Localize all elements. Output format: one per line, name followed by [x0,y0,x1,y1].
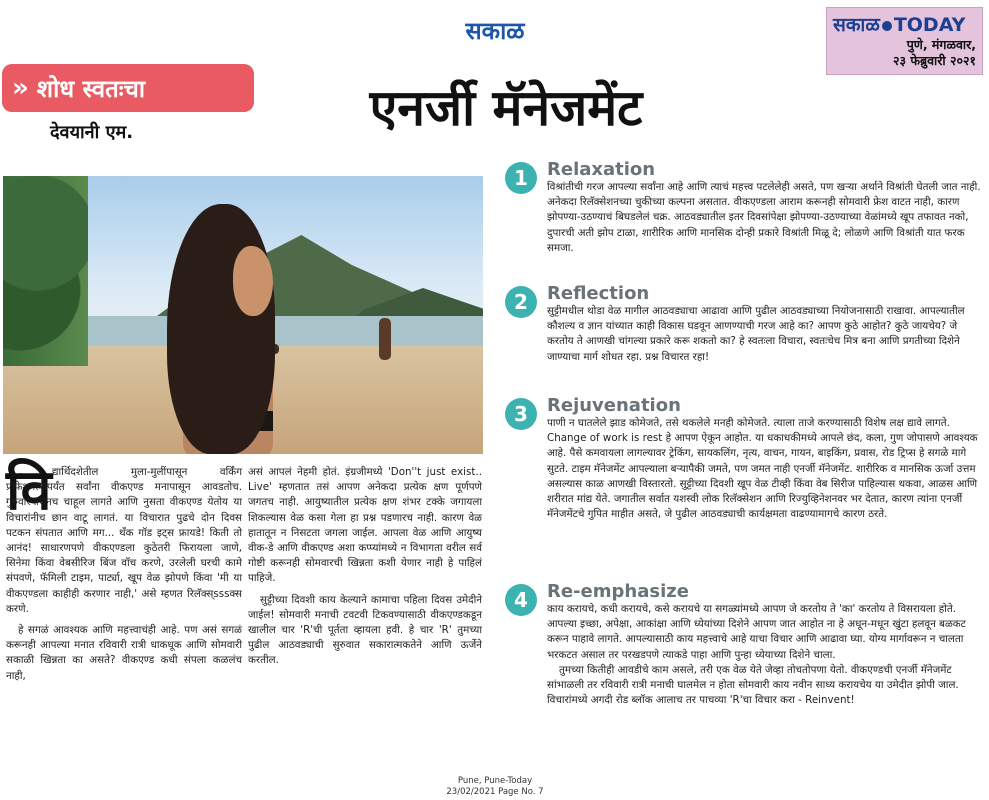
step-title: Rejuvenation [547,395,681,416]
headline: एनर्जी मॅनेजमेंट [369,79,643,137]
step-paragraph: तुमच्या कितीही आवडीचे काम असले, तरी एक वेळ येते जेव्हा तोचतोपणा येतो. वीकएण्डची एनर्जी मॅनेजमेंट सांभाळली तर रविवारी रात्री मनाची घालमेल न होता सोमवारी काय नवीन साध्य करायचेय या उमेदीत झोपी जाल. विचारांमध्ये अगदी रोड ब्लॉक आलाच तर पाचव्या 'R'चा विचार करा - Reinvent! [547,663,959,707]
step-paragraph: काय करायचे, कधी करायचे, कसे करायचे या सगळ्यांमध्ये आपण जे करतोय ते 'का' करतोय ते विसरायला होते. आपल्या इच्छा, अपेक्षा, आकांक्षा आणि ध्येयांच्या दिशेने आपण जात आहोत ना हे अधून-मधून खुंटा हलवून बळकट करून पाहावे लागते. आपल्यासाठी काय महत्त्वाचे आहे याचा विचार आणि आढावा घ्या. योग्य मार्गावरून न चालता भरकटत असाल तर परखडपणे त्याकडे पाहा आणि पुन्हा ध्येयाच्या दिशेने चाला. [547,603,966,661]
footer-edition: Pune, Pune-Today [457,776,533,786]
step-paragraph: सुट्टीमधील थोडा वेळ मागील आठवड्याचा आढावा आणि पुढील आठवड्याच्या नियोजनासाठी राखावा. आपल्यातील कौशल्य व ज्ञान यांच्यात काही विकास घडवून आणण्याची गरज आहे का? आपण कुठे आहोत? कुठे जायचेय? जे करतोय ते आणखी चांगल्या प्रकारे करू शकतो का? हे स्वतःला विचारा, स्वतःचेच मित्र बना आणि प्रगतीच्या दिशेने जाण्याचा मार्ग शोधत रहा. प्रश्न विचारत रहा! [547,305,965,363]
edition-brand-name: सकाळ [833,14,880,36]
step-text [547,180,985,256]
article-photo [3,176,483,454]
section-label: शोध स्वतःचा [36,74,146,103]
article-paragraph: असं आपलं नेहमी होतं. इंग्रजीमध्ये 'Don''t just exist.. Live' म्हणतात तसं आपण अनेकदा प्रत्येक क्षण पूर्णपणे जगतच नाही. आयुष्यातील प्रत्येक क्षण शंभर टक्के जगायला शिकल्यास वेळ कसा गेला हा प्रश्न पडणारच नाही. कारण वेळ हातातून न निसटता जगला जाईल. आपला वेळ आणि आयुष्य वीक-डे आणि वीकएण्ड अशा कप्प्यांमध्ये न विभागता वरील सर्व गोष्टी करूनही सोमवारची खिन्नता कशी येणार नाही हे पाहिलं पाहिजे. [248,466,482,585]
step-number-badge: 4 [505,584,537,616]
edition-brand [833,11,976,37]
footer-date-page: 23/02/2021 Page No. 7 [446,787,544,797]
step-number-badge: 3 [505,398,537,430]
photo-person [379,318,391,360]
step-paragraph: पाणी न घातलेले झाड कोमेजते, तसे थकलेले मनही कोमेजते. त्याला ताजे करण्यासाठी विशेष लक्ष द्यावे लागते. Change of work is rest हे आपण ऐकून आहोत. या धकाधकीमध्ये आपले छंद, कला, गुण जोपासणे आवश्यक आहे. पैसे कमवायला लागल्यावर ट्रेकिंग, सायकलिंग, नृत्य, वाचन, गायन, बाइकिंग, प्रवास, रोड ट्रिप्स हे सगळे मागे सुटते. टाइम मॅनेजमेंट आपल्याला बऱ्यापैकी जमते, पण जमत नाही एनर्जी मॅनेजमेंट. शारीरिक व मानसिक ऊर्जा उत्तम असल्यास काळ आणखी विस्तारतो. सुट्टीच्या दिवशी खूप वेळ टीव्ही किंवा वेब सिरीज पाहिल्यास थकवा, आळस आणि शरीरात मांद्य येते. जगातील सर्वात यशस्वी लोक रिलॅक्सेशन आणि रिज्युव्हिनेशनवर भर देतात, कारण त्यांना एनर्जी मॅनेजमेंटचे गुपित माहीत असते, जे पुढील आठवड्याची कार्यक्षमता वाढण्यामागचे कारण ठरते. [547,417,978,521]
edition-box [826,7,983,75]
photo-trees [3,176,88,366]
article-paragraph: हे सगळं आवश्यक आणि महत्त्वाचंही आहे. पण असं सगळं करूनही आपल्या मनात रविवारी रात्री धाकधूक आणि सोमवारी सकाळी खिन्नता का असते? वीकएण्ड कधी संपला कळलंच नाही, [6,624,242,682]
step-text [547,416,985,522]
section-tag [2,64,254,112]
step-text [547,602,985,708]
edition-date-line2: २३ फेब्रुवारी २०२१ [892,53,976,68]
step-title: Relaxation [547,159,656,180]
photo-woman-face [233,246,273,316]
edition-date-line1: पुणे, मंगळवार, [906,37,976,52]
article-column-1 [6,458,242,684]
step-title: Re-emphasize [547,581,689,602]
photo-woman-hair [167,204,275,454]
edition-brand-suffix: TODAY [893,14,966,36]
article-paragraph: द्यार्थिदशेतील मुला-मुलींपासून वर्किंग प्रोफेशनल्सपर्यंत सर्वांना वीकएण्ड मनापासून आवडतोच. गुरुवारपासूनच चाहूल लागते आणि नुसता वीकएण्ड येतोय या विचारांनीच छान वाटू लागतं. या विचारात पुढचे दोन दिवस पटकन संपतात आणि मग... थँक गॉड इट्स फ्रायडे! किती तो आनंद! साधारणपणे वीकएण्डला कुठेतरी फिरायला जाणे, सिनेमा किंवा वेबसीरिज बिंज वॉच करणे, उरलेली घरची कामे संपवणे, फॅमिली टाइम, पार्ट्या, खूप वेळ झोपणे किंवा 'मी या वीकएण्डला काहीही करणार नाही,' असे म्हणत रिलॅक्स्sssक्स करणे. [6,466,242,615]
brand-dot-icon [882,21,892,31]
step-number-badge: 1 [505,162,537,194]
page-footer [400,776,590,798]
article-paragraph: सुट्टीच्या दिवशी काय केल्याने कामाचा पहिला दिवस उमेदीने जाईल! सोमवारी मनाची टवटवी टिकवण्यासाठी वीकएण्डकडून खालील चार 'R'ची पूर्तता व्हायला हवी. हे चार 'R' तुमच्या पुढील आठवड्याची सुरुवात सकारात्मकतेने आणि ऊर्जेने करतील. [248,593,482,667]
step-text [547,304,985,365]
step-title: Reflection [547,283,650,304]
step-number-badge: 2 [505,286,537,318]
author-byline: देवयानी एम. [50,122,134,143]
drop-cap: वि [6,458,52,523]
masthead-logo: सकाळ [465,16,525,45]
article-column-2 [248,465,482,669]
step-paragraph: विश्रांतीची गरज आपल्या सर्वांना आहे आणि त्याचं महत्त्व पटलेलेही असते, पण खऱ्या अर्थाने विश्रांती घेतली जात नाही. अनेकदा रिलॅक्सेशनच्या चुकीच्या कल्पना असतात. वीकएण्डला आराम करूनही सोमवारी फ्रेश वाटत नाही, कारण झोपण्या-उठण्याचं बिघडलेलं चक्र. आठवड्यातील इतर दिवसांपेक्षा झोपण्या-उठण्याच्या वेळांमध्ये खूप तफावत नको, दुपारची अती झोप टाळा, शारीरिक आणि मानसिक दोन्ही प्रकारे विश्रांती मिळू दे; लोळणे आणि विश्रांती यात फरक समजा. [547,181,981,254]
double-chevron-icon: » [12,73,29,103]
